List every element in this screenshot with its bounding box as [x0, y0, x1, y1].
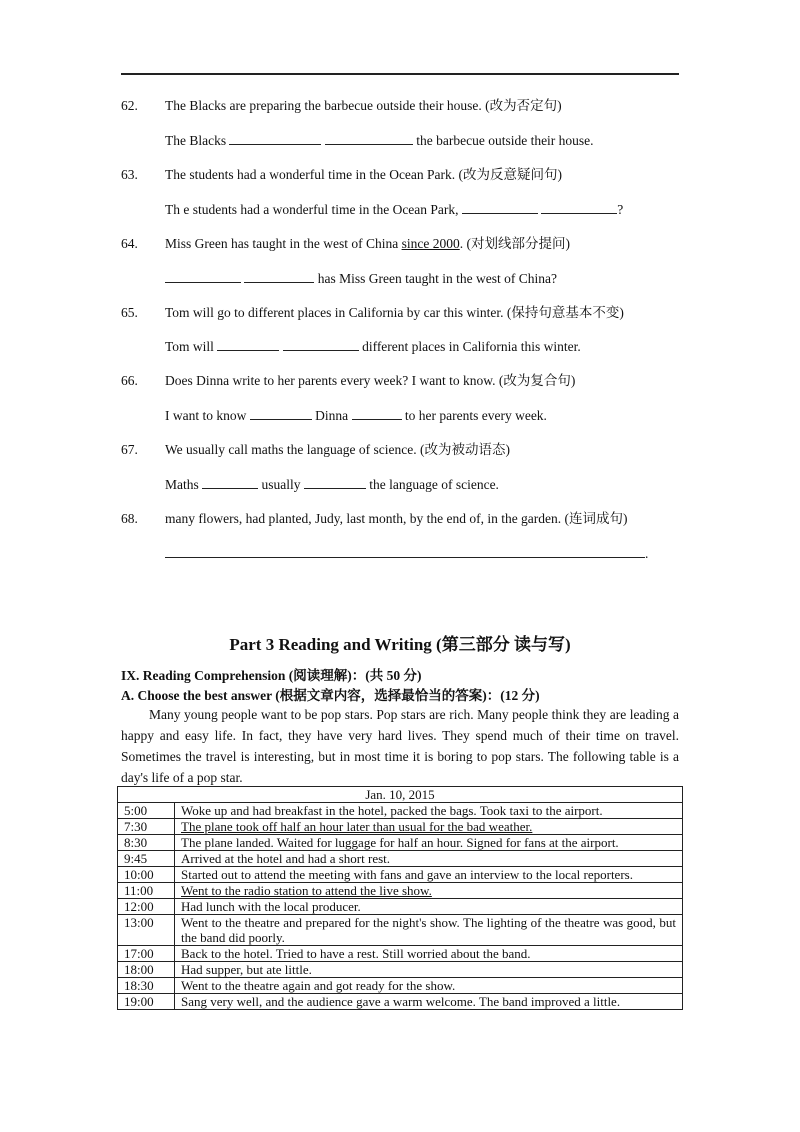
- answer-suffix: .: [645, 546, 649, 561]
- answer-blank[interactable]: [325, 131, 413, 145]
- question-number: 64.: [121, 236, 138, 251]
- table-row: [118, 978, 683, 994]
- answer-blank[interactable]: [462, 200, 538, 214]
- answer-prefix: The Blacks: [165, 133, 227, 148]
- answer-blank[interactable]: [304, 475, 366, 489]
- table-header-row: [118, 787, 683, 803]
- answer-line-68: [165, 544, 648, 563]
- table-row: [118, 899, 683, 915]
- question-number: 62.: [121, 98, 138, 113]
- section-title: IX. Reading Comprehension (阅读理解)：(共 50 分): [121, 668, 422, 683]
- answer-prefix: Tom will: [165, 339, 214, 354]
- part-title: Part 3 Reading and Writing (第三部分 读与写): [229, 635, 571, 654]
- question-text-part: Miss Green has taught in the west of China: [165, 236, 402, 251]
- time-cell: 8:30: [118, 835, 175, 851]
- answer-line-67: [165, 475, 499, 494]
- answer-blank[interactable]: [541, 200, 617, 214]
- time-cell: 13:00: [118, 915, 175, 946]
- event-cell: Arrived at the hotel and had a short rest.: [175, 851, 683, 867]
- answer-line-65: [165, 337, 581, 356]
- question-text: We usually call maths the language of science. (改为被动语态): [165, 442, 510, 457]
- answer-line-66: [165, 406, 547, 425]
- table-row: [118, 915, 683, 946]
- schedule-date: Jan. 10, 2015: [118, 787, 683, 803]
- question-number: 63.: [121, 167, 138, 182]
- answer-middle: usually: [261, 477, 301, 492]
- time-cell: 7:30: [118, 819, 175, 835]
- passage-text: Many young people want to be pop stars. Pop stars are rich. Many people think they are leading a happy and easy life. In fact, they have very hard lives. They spend much of their time on travel. Sometimes the travel is interesting, but in most time it is boring to pop stars. The following table is a day's life of a pop star.: [121, 707, 679, 785]
- header-rule: [121, 73, 679, 75]
- answer-prefix: Th e students had a wonderful time in the Ocean Park,: [165, 202, 459, 217]
- event-cell: Went to the theatre again and got ready for the show.: [175, 978, 683, 994]
- event-cell: Had lunch with the local producer.: [175, 899, 683, 915]
- answer-blank[interactable]: [283, 337, 359, 351]
- event-cell: Went to the radio station to attend the live show.: [175, 883, 683, 899]
- time-cell: 19:00: [118, 994, 175, 1010]
- table-row: [118, 819, 683, 835]
- answer-suffix: different places in California this winter.: [362, 339, 581, 354]
- answer-blank[interactable]: [250, 406, 312, 420]
- table-row: [118, 803, 683, 819]
- answer-blank[interactable]: [244, 269, 314, 283]
- table-row: [118, 946, 683, 962]
- answer-prefix: I want to know: [165, 408, 247, 423]
- answer-suffix: to her parents every week.: [404, 408, 547, 423]
- question-text: The Blacks are preparing the barbecue outside their house. (改为否定句): [165, 98, 562, 113]
- question-number: 65.: [121, 305, 138, 320]
- event-cell: Had supper, but ate little.: [175, 962, 683, 978]
- answer-suffix: the barbecue outside their house.: [416, 133, 594, 148]
- event-cell: The plane landed. Waited for luggage for half an hour. Signed for fans at the airport.: [175, 835, 683, 851]
- question-number: 68.: [121, 511, 138, 526]
- answer-blank[interactable]: [352, 406, 402, 420]
- time-cell: 11:00: [118, 883, 175, 899]
- schedule-table: [117, 786, 683, 1010]
- question-text-part: . (对划线部分提问): [459, 236, 570, 251]
- question-text: many flowers, had planted, Judy, last month, by the end of, in the garden. (连词成句): [165, 511, 628, 526]
- table-row: [118, 835, 683, 851]
- question-text: Does Dinna write to her parents every week? I want to know. (改为复合句): [165, 373, 576, 388]
- answer-blank[interactable]: [165, 544, 645, 558]
- subsection-title: A. Choose the best answer (根据文章内容，选择最恰当的答案)：(12 分): [121, 688, 540, 703]
- answer-line-62: [165, 131, 594, 150]
- answer-line-63: [165, 200, 623, 219]
- event-cell: Back to the hotel. Tried to have a rest. Still worried about the band.: [175, 946, 683, 962]
- answer-blank[interactable]: [217, 337, 279, 351]
- time-cell: 5:00: [118, 803, 175, 819]
- question-text: The students had a wonderful time in the Ocean Park. (改为反意疑问句): [165, 167, 563, 182]
- time-cell: 18:30: [118, 978, 175, 994]
- time-cell: 18:00: [118, 962, 175, 978]
- table-row: [118, 883, 683, 899]
- time-cell: 12:00: [118, 899, 175, 915]
- time-cell: 10:00: [118, 867, 175, 883]
- answer-blank[interactable]: [202, 475, 258, 489]
- answer-line-64: [165, 269, 557, 288]
- time-cell: 17:00: [118, 946, 175, 962]
- answer-blank[interactable]: [165, 269, 241, 283]
- event-cell: Went to the theatre and prepared for the night's show. The lighting of the theatre was good, but the band did poorly.: [175, 915, 683, 946]
- event-cell: The plane took off half an hour later than usual for the bad weather.: [175, 819, 683, 835]
- event-cell: Sang very well, and the audience gave a warm welcome. The band improved a little.: [175, 994, 683, 1010]
- answer-suffix: the language of science.: [369, 477, 499, 492]
- answer-suffix: ?: [617, 202, 624, 217]
- underlined-phrase: since 2000: [401, 236, 460, 251]
- table-row: [118, 851, 683, 867]
- question-number: 67.: [121, 442, 138, 457]
- question-text: Tom will go to different places in California by car this winter. (保持句意基本不变): [165, 305, 624, 320]
- question-text: [165, 235, 570, 253]
- table-row: [118, 867, 683, 883]
- event-cell: Woke up and had breakfast in the hotel, packed the bags. Took taxi to the airport.: [175, 803, 683, 819]
- table-row: [118, 994, 683, 1010]
- question-number: 66.: [121, 373, 138, 388]
- table-row: [118, 962, 683, 978]
- answer-blank[interactable]: [229, 131, 321, 145]
- answer-suffix: has Miss Green taught in the west of China?: [317, 271, 557, 286]
- answer-prefix: Maths: [165, 477, 199, 492]
- event-cell: Started out to attend the meeting with fans and gave an interview to the local reporters.: [175, 867, 683, 883]
- reading-passage: [121, 704, 679, 788]
- answer-middle: Dinna: [315, 408, 349, 423]
- time-cell: 9:45: [118, 851, 175, 867]
